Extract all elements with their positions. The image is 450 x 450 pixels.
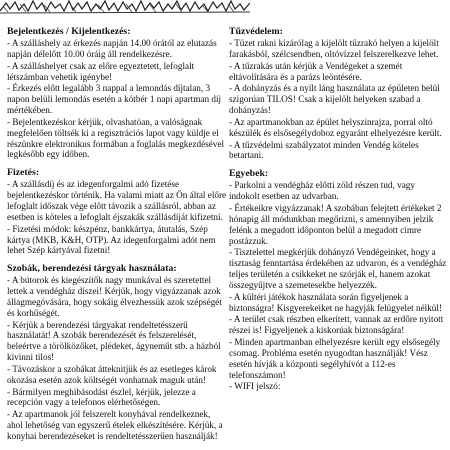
decorative-header-illustration [0, 0, 250, 14]
paragraph: - Tüzet rakni kizárólag a kijelölt tűzrakó helyen a kijelölt farakásból, szélcsendben, oltóvízzel felszerelkezve lehet. [229, 38, 439, 59]
section-title-rooms: Szobák, berendezési tárgyak használata: [7, 263, 177, 275]
section-title-fire-safety: Tűzvédelem: [229, 26, 283, 37]
paragraph: - A tűzrakás után kérjük a Vendégeket a szemét eltávolítására és a parázs leöntésére. [229, 60, 403, 82]
paragraph: - A szállásdíj és az idegenforgalmi adó fizetése bejelentkezéskor történik. Ha valami miatt az Ön által előre lefoglalt időszak vége előtt távozik a szállásról, abban az esetben is köteles a lefoglalt éjszakák szállásdíját kifizetni. [7, 179, 227, 222]
section-title-checkin: Bejelentkezés / Kijelentkezés: [7, 26, 131, 37]
paragraph: - Értékeikre vigyázzanak! A szobában felejtett értékeket 2 hónapig áll módunkban megőrizni, s amennyiben jelzik felénk a megadott időponton belül a megadott címre postázzuk. [229, 202, 442, 246]
paragraph: - A szálláshelyet csak az előre egyeztetett, lefoglalt létszámban vehetik igénybe! [7, 60, 195, 82]
paragraph: - Parkolni a vendégház előtti zöld részen tud, vagy indokolt esetben az udvarban. [229, 180, 415, 202]
paragraph: - Az apartmanok jól felszerelt konyhával rendelkeznek, ahol lehetőség van egyszerű ételek elkészítésére. Kérjük, a konyhai berendezéseket is rendeltetésszerűen használják! [7, 409, 223, 441]
other-section [229, 168, 447, 392]
paragraph: - A bútorok és kiegészítők nagy munkával és szeretettel lettek a vendégház díszei! Kérjük, hogy vigyázzanak azok állagmegóvására, hogy sokáig élvezhessük azok szépségét és korhűségét. [7, 275, 222, 318]
paragraph: - Kérjük a berendezési tárgyakat rendeltetésszerű használatát! A szobák berendezését és felszerelését, beleértve a törölközőket, plédeket, ágyneműt stb. a házból kivinni tilos! [7, 319, 221, 363]
paragraph: - A dohányzás és a nyílt láng használata az épületen belül szigorúan TILOS! Csak a kijelölt helyeken szabad a dohányzás! [229, 83, 440, 116]
paragraph: - Bejelentkezéskor kérjük, olvashatóan, a valóságnak megfelelően töltsék ki a regisztrációs lapot vagy küldje el részünkre elektronikus formában a foglalás megkezdésével legkésőbb egy időben. [7, 116, 225, 160]
paragraph: - Az apartmanokban az épület helyszínrajza, porral oltó készülék és elsősegélydoboz egyaránt elhelyezésre került. [229, 116, 442, 138]
paragraph: - Minden apartmanban elhelyezésre került egy elsősegély csomag. Probléma esetén nyugodtan használják! Vész esetén hívják a központi segélyhívót a 112-es telefonszámon! [229, 337, 441, 380]
paragraph: - A kültéri játékok használata során figyeljenek a biztonságra! Kisgyerekeiket ne hagyják felügyelet nélkül! [229, 291, 443, 313]
paragraph: - Bármilyen meghibásodást észlel, kérjük, jelezze a recepción vagy a telefonos elérhetőségen. [7, 386, 196, 408]
paragraph: - Távozáskor a szobákat átteknitjük és az esetleges károk okozása esetén azok költségét vonhatnak maguk után! [7, 363, 217, 385]
paragraph: - Fizetési módok: készpénz, bankkártya, átutalás, Szép kártya (MKB, K&H, OTP). Az idegenforgalmi adót nem lehet Szép kártyával fizetni! [7, 223, 216, 256]
section-title-other: Egyebek: [229, 168, 269, 180]
left-column [7, 26, 228, 449]
paragraph: - A tűzvédelmi szabályzatot minden Vendég köteles betartani. [229, 139, 419, 161]
paragraph: - Érkezés előtt legalább 3 nappal a lemondás díjtalan, 3 napon belüli lemondás esetén a kötbér 1 napi apartman díj mértékében. [7, 83, 222, 116]
fire-safety-section [229, 26, 447, 161]
payment-section [7, 167, 228, 256]
paragraph: - Tisztelettel megkérjük dohányzó Vendégeinket, hogy a tisztaság fenntartása érdekében az udvaron, és a vendégház teljes területén a csikkeket ne szórják el, hanem azokat összegyűjtve a szemetesekbe helyezzék. [229, 247, 447, 290]
right-column [229, 26, 447, 399]
wifi-password-label: - WIFI jelszó: [229, 381, 281, 392]
paragraph: - A terület csak részben elkerített, vannak az erdőre nyitott részei is! Figyeljenek a kiskorúak biztonságára! [229, 314, 444, 336]
rooms-section [7, 263, 228, 442]
checkin-section [7, 26, 228, 160]
paragraph: - A szálláshely az érkezés napján 14.00 órától az elutazás napján délelőtt 10.00 óráig áll rendelkezésre. [7, 38, 217, 59]
section-title-payment: Fizetés: [7, 167, 40, 179]
